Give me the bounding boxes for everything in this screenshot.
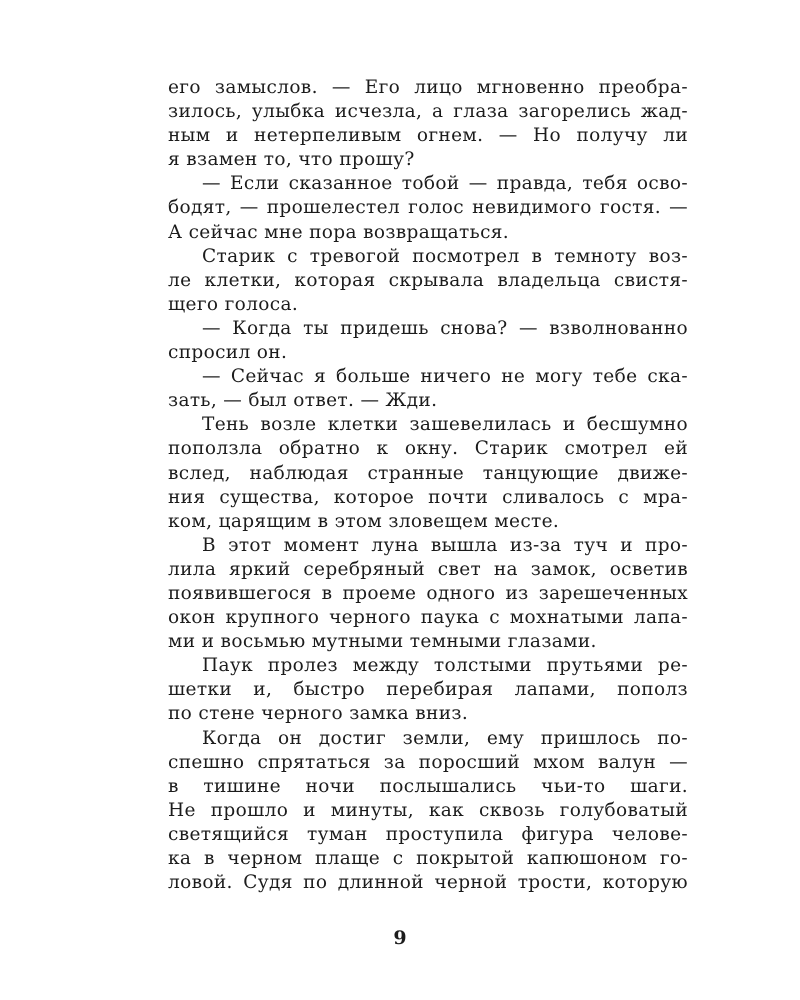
- text-line: ным и нетерпеливым огнем. — Но получу ли: [168, 125, 688, 147]
- text-line: ния существа, которое почти сливалось с мра-: [168, 486, 688, 508]
- text-line: В этот момент луна вышла из-за туч и про-: [202, 534, 688, 556]
- text-line: ловой. Судя по длинной черной трости, которую: [168, 872, 688, 894]
- text-line: бодят, — прошелестел голос невидимого гостя. —: [168, 197, 688, 219]
- text-line: — Если сказанное тобой — правда, тебя осво-: [202, 173, 688, 195]
- text-line: — Сейчас я больше ничего не могу тебе ска-: [202, 366, 688, 388]
- text-line: зать, — был ответ. — Жди.: [168, 390, 438, 412]
- text-line: Когда он достиг земли, ему пришлось по-: [202, 727, 688, 749]
- text-line: ми и восьмью мутными темными глазами.: [168, 631, 597, 653]
- text-line: ле клетки, которая скрывала владельца свистя-: [168, 269, 688, 291]
- text-line: ком, царящим в этом зловещем месте.: [168, 510, 560, 532]
- text-line: лила яркий серебряный свет на замок, осветив: [168, 558, 688, 580]
- text-line: — Когда ты придешь снова? — взволнованно: [202, 317, 688, 339]
- text-line: Паук пролез между толстыми прутьями ре-: [202, 655, 688, 677]
- text-line: его замыслов. — Его лицо мгновенно преобра-: [168, 77, 688, 98]
- text-line: в тишине ночи послышались чьи-то шаги.: [168, 775, 688, 797]
- text-line: я взамен то, что прошу?: [168, 149, 415, 171]
- text-line: вслед, наблюдая странные танцующие движе-: [168, 462, 688, 484]
- text-line: щего голоса.: [168, 293, 299, 315]
- text-line: А сейчас мне пора возвращаться.: [168, 221, 510, 243]
- text-line: Старик с тревогой посмотрел в темноту воз-: [202, 245, 688, 267]
- page-number: 9: [393, 927, 407, 949]
- text-line: спешно спрятаться за поросший мхом валун —: [168, 751, 688, 773]
- text-line: зилось, улыбка исчезла, а глаза загорелись жад-: [168, 101, 688, 123]
- text-line: светящийся туман проступила фигура челове-: [168, 823, 688, 845]
- text-line: окон крупного черного паука с мохнатыми лапа-: [168, 607, 688, 629]
- text-line: Тень возле клетки зашевелилась и бесшумно: [202, 414, 688, 436]
- text-line: спросил он.: [168, 342, 288, 364]
- text-line: по стене черного замка вниз.: [168, 703, 469, 725]
- text-line: шетки и, быстро перебирая лапами, пополз: [168, 679, 688, 701]
- body-text: [168, 76, 688, 895]
- text-line: ка в черном плаще с покрытой капюшоном го-: [168, 848, 688, 869]
- text-line: поползла обратно к окну. Старик смотрел ей: [168, 438, 688, 460]
- text-line: появившегося в проеме одного из зарешеченных: [168, 582, 688, 604]
- text-line: Не прошло и минуты, как сквозь голубоватый: [168, 799, 688, 821]
